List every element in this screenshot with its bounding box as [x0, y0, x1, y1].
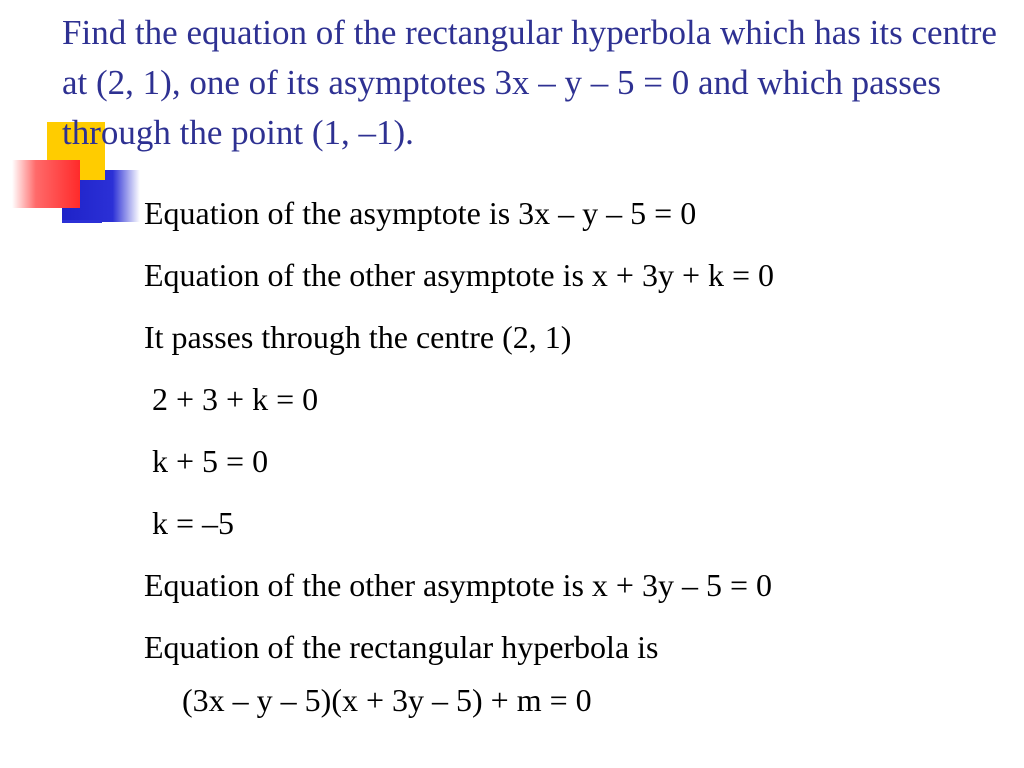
substitution-line: 2 + 3 + k = 0	[152, 381, 319, 417]
other-asymptote-result-line: Equation of the other asymptote is x + 3y – 5 = 0	[144, 567, 772, 603]
other-asymptote-line: Equation of the other asymptote is x + 3y + k = 0	[144, 257, 775, 293]
k-value-line: k = –5	[152, 505, 235, 541]
passes-through-centre-line: It passes through the centre (2, 1)	[144, 319, 572, 355]
simplified-line: k + 5 = 0	[152, 443, 269, 479]
decorative-red-block	[12, 160, 80, 208]
decorative-blue-underline	[62, 220, 102, 223]
hyperbola-equation-label: Equation of the rectangular hyperbola is	[144, 629, 659, 665]
asymptote-line: Equation of the asymptote is 3x – y – 5 = 0	[144, 195, 697, 231]
hyperbola-equation: (3x – y – 5)(x + 3y – 5) + m = 0	[182, 682, 592, 718]
slide-title: Find the equation of the rectangular hyperbola which has its centre at (2, 1), one of its asymptotes 3x – y – 5 = 0 and which passes through the point (1, –1).	[62, 13, 997, 152]
